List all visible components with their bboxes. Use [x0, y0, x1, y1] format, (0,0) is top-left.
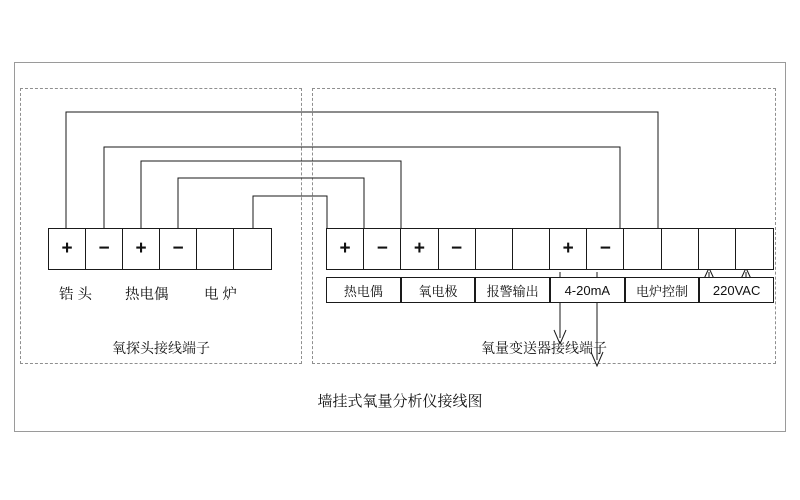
- transmitter-terminal-11[interactable]: [699, 229, 736, 269]
- transmitter-terminal-6[interactable]: [513, 229, 550, 269]
- transmitter-terminal-9[interactable]: [624, 229, 661, 269]
- probe-terminal-4[interactable]: −: [160, 229, 197, 269]
- transmitter-label-220vac: 220VAC: [699, 277, 774, 303]
- probe-terminal-2[interactable]: −: [86, 229, 123, 269]
- probe-terminal-strip: [48, 228, 272, 270]
- transmitter-terminal-2[interactable]: −: [364, 229, 401, 269]
- probe-terminal-3[interactable]: +: [123, 229, 160, 269]
- probe-label-furnace: 电 炉: [204, 287, 238, 303]
- transmitter-terminal-8[interactable]: −: [587, 229, 624, 269]
- diagram-caption: 墙挂式氧量分析仪接线图: [317, 393, 483, 410]
- probe-label-zirconia: 锆 头: [59, 287, 93, 303]
- transmitter-terminal-3[interactable]: +: [401, 229, 438, 269]
- transmitter-terminal-7[interactable]: +: [550, 229, 587, 269]
- probe-terminal-6[interactable]: [234, 229, 271, 269]
- transmitter-terminal-5-alarm-contact[interactable]: [476, 229, 513, 269]
- transmitter-terminal-strip: [326, 228, 774, 270]
- transmitter-terminal-4[interactable]: −: [439, 229, 476, 269]
- transmitter-label-furnace-control: 电炉控制: [625, 277, 700, 303]
- transmitter-label-4-20ma: 4-20mA: [550, 277, 625, 303]
- transmitter-terminal-10[interactable]: [662, 229, 699, 269]
- transmitter-group-caption: 氧量变送器接线端子: [481, 340, 607, 356]
- transmitter-label-oxygen-electrode: 氧电极: [401, 277, 476, 303]
- transmitter-label-thermocouple: 热电偶: [326, 277, 401, 303]
- probe-label-thermocouple: 热电偶: [125, 287, 169, 303]
- transmitter-terminal-1[interactable]: +: [327, 229, 364, 269]
- transmitter-label-alarm-output: 报警输出: [475, 277, 550, 303]
- probe-group-caption: 氧探头接线端子: [112, 340, 210, 356]
- transmitter-terminal-12[interactable]: [736, 229, 773, 269]
- probe-terminal-5[interactable]: [197, 229, 234, 269]
- probe-terminal-1[interactable]: +: [49, 229, 86, 269]
